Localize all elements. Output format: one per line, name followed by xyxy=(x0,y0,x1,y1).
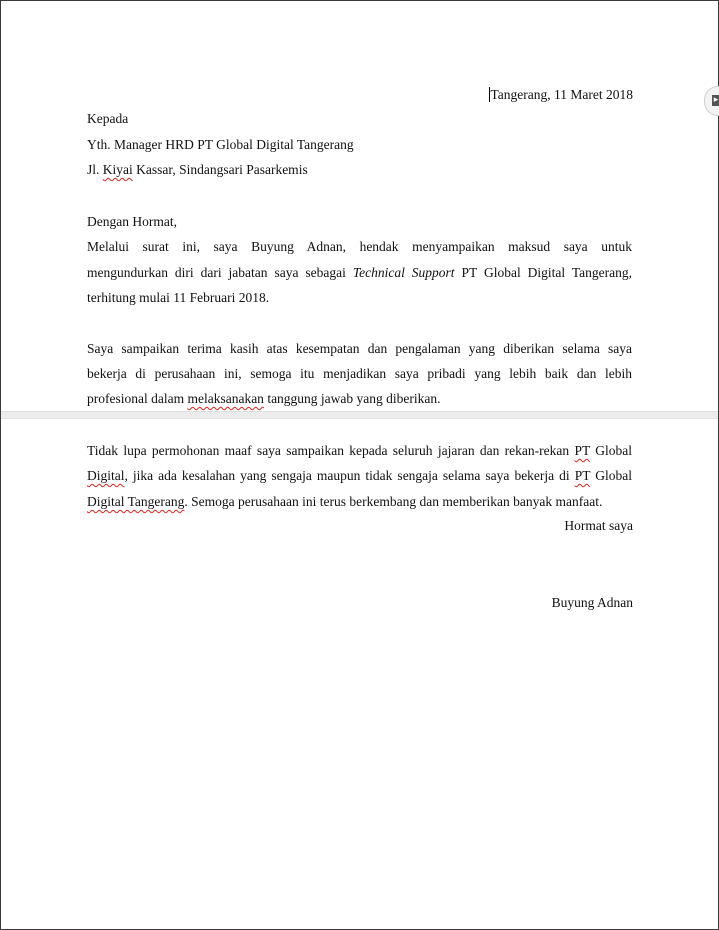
paragraph-1-line-1: Melalui surat ini, saya Buyung Adnan, hendak menyampaikan maksud saya untuk xyxy=(87,239,632,254)
spelling-error-word[interactable]: Digital Tangerang xyxy=(87,494,185,509)
paragraph-1-line-2: mengundurkan diri dari jabatan saya sebagai Technical Support PT Global Digital Tangerang, xyxy=(87,265,632,280)
job-title: Technical Support xyxy=(352,265,455,280)
paragraph-3-line-1: Tidak lupa permohonan maaf saya sampaikan kepada seluruh jajaran dan rekan-rekan PT Global xyxy=(87,443,633,458)
paragraph-3-line-2: Digital, jika ada kesalahan yang sengaja maupun tidak sengaja selama saya bekerja di PT Global xyxy=(87,468,632,483)
spelling-error-word[interactable]: PT xyxy=(574,468,591,483)
paragraph-2-line-2: bekerja di perusahaan ini, semoga itu menjadikan saya pribadi yang lebih baik dan lebih xyxy=(87,366,632,381)
letter-date: Tangerang, 11 Maret 2018 xyxy=(490,87,633,102)
spelling-error-word[interactable]: Digital xyxy=(87,468,125,483)
closing: Hormat saya xyxy=(564,518,633,533)
paragraph-3-line-3: Digital Tangerang. Semoga perusahaan ini terus berkembang dan memberikan banyak manfaat. xyxy=(87,494,603,509)
paragraph-1-line-3: terhitung mulai 11 Februari 2018. xyxy=(87,290,270,305)
spelling-error-word[interactable]: melaksanakan xyxy=(187,391,264,406)
paragraph-2-line-3: profesional dalam melaksanakan tanggung jawab yang diberikan. xyxy=(87,391,441,406)
recipient-to: Kepada xyxy=(87,111,129,126)
panel-arrow-icon: ▸ xyxy=(713,95,719,105)
recipient-address: Jl. Kiyai Kassar, Sindangsari Pasarkemis xyxy=(87,162,308,177)
page-break-separator xyxy=(1,411,718,419)
signature-name: Buyung Adnan xyxy=(551,595,633,610)
spelling-error-word[interactable]: PT xyxy=(574,443,590,458)
recipient-name: Yth. Manager HRD PT Global Digital Tangerang xyxy=(87,137,354,152)
paragraph-2-line-1: Saya sampaikan terima kasih atas kesempatan dan pengalaman yang diberikan selama saya xyxy=(87,341,632,356)
spelling-error-word[interactable]: Kiyai xyxy=(102,162,133,177)
salutation: Dengan Hormat, xyxy=(87,214,177,229)
